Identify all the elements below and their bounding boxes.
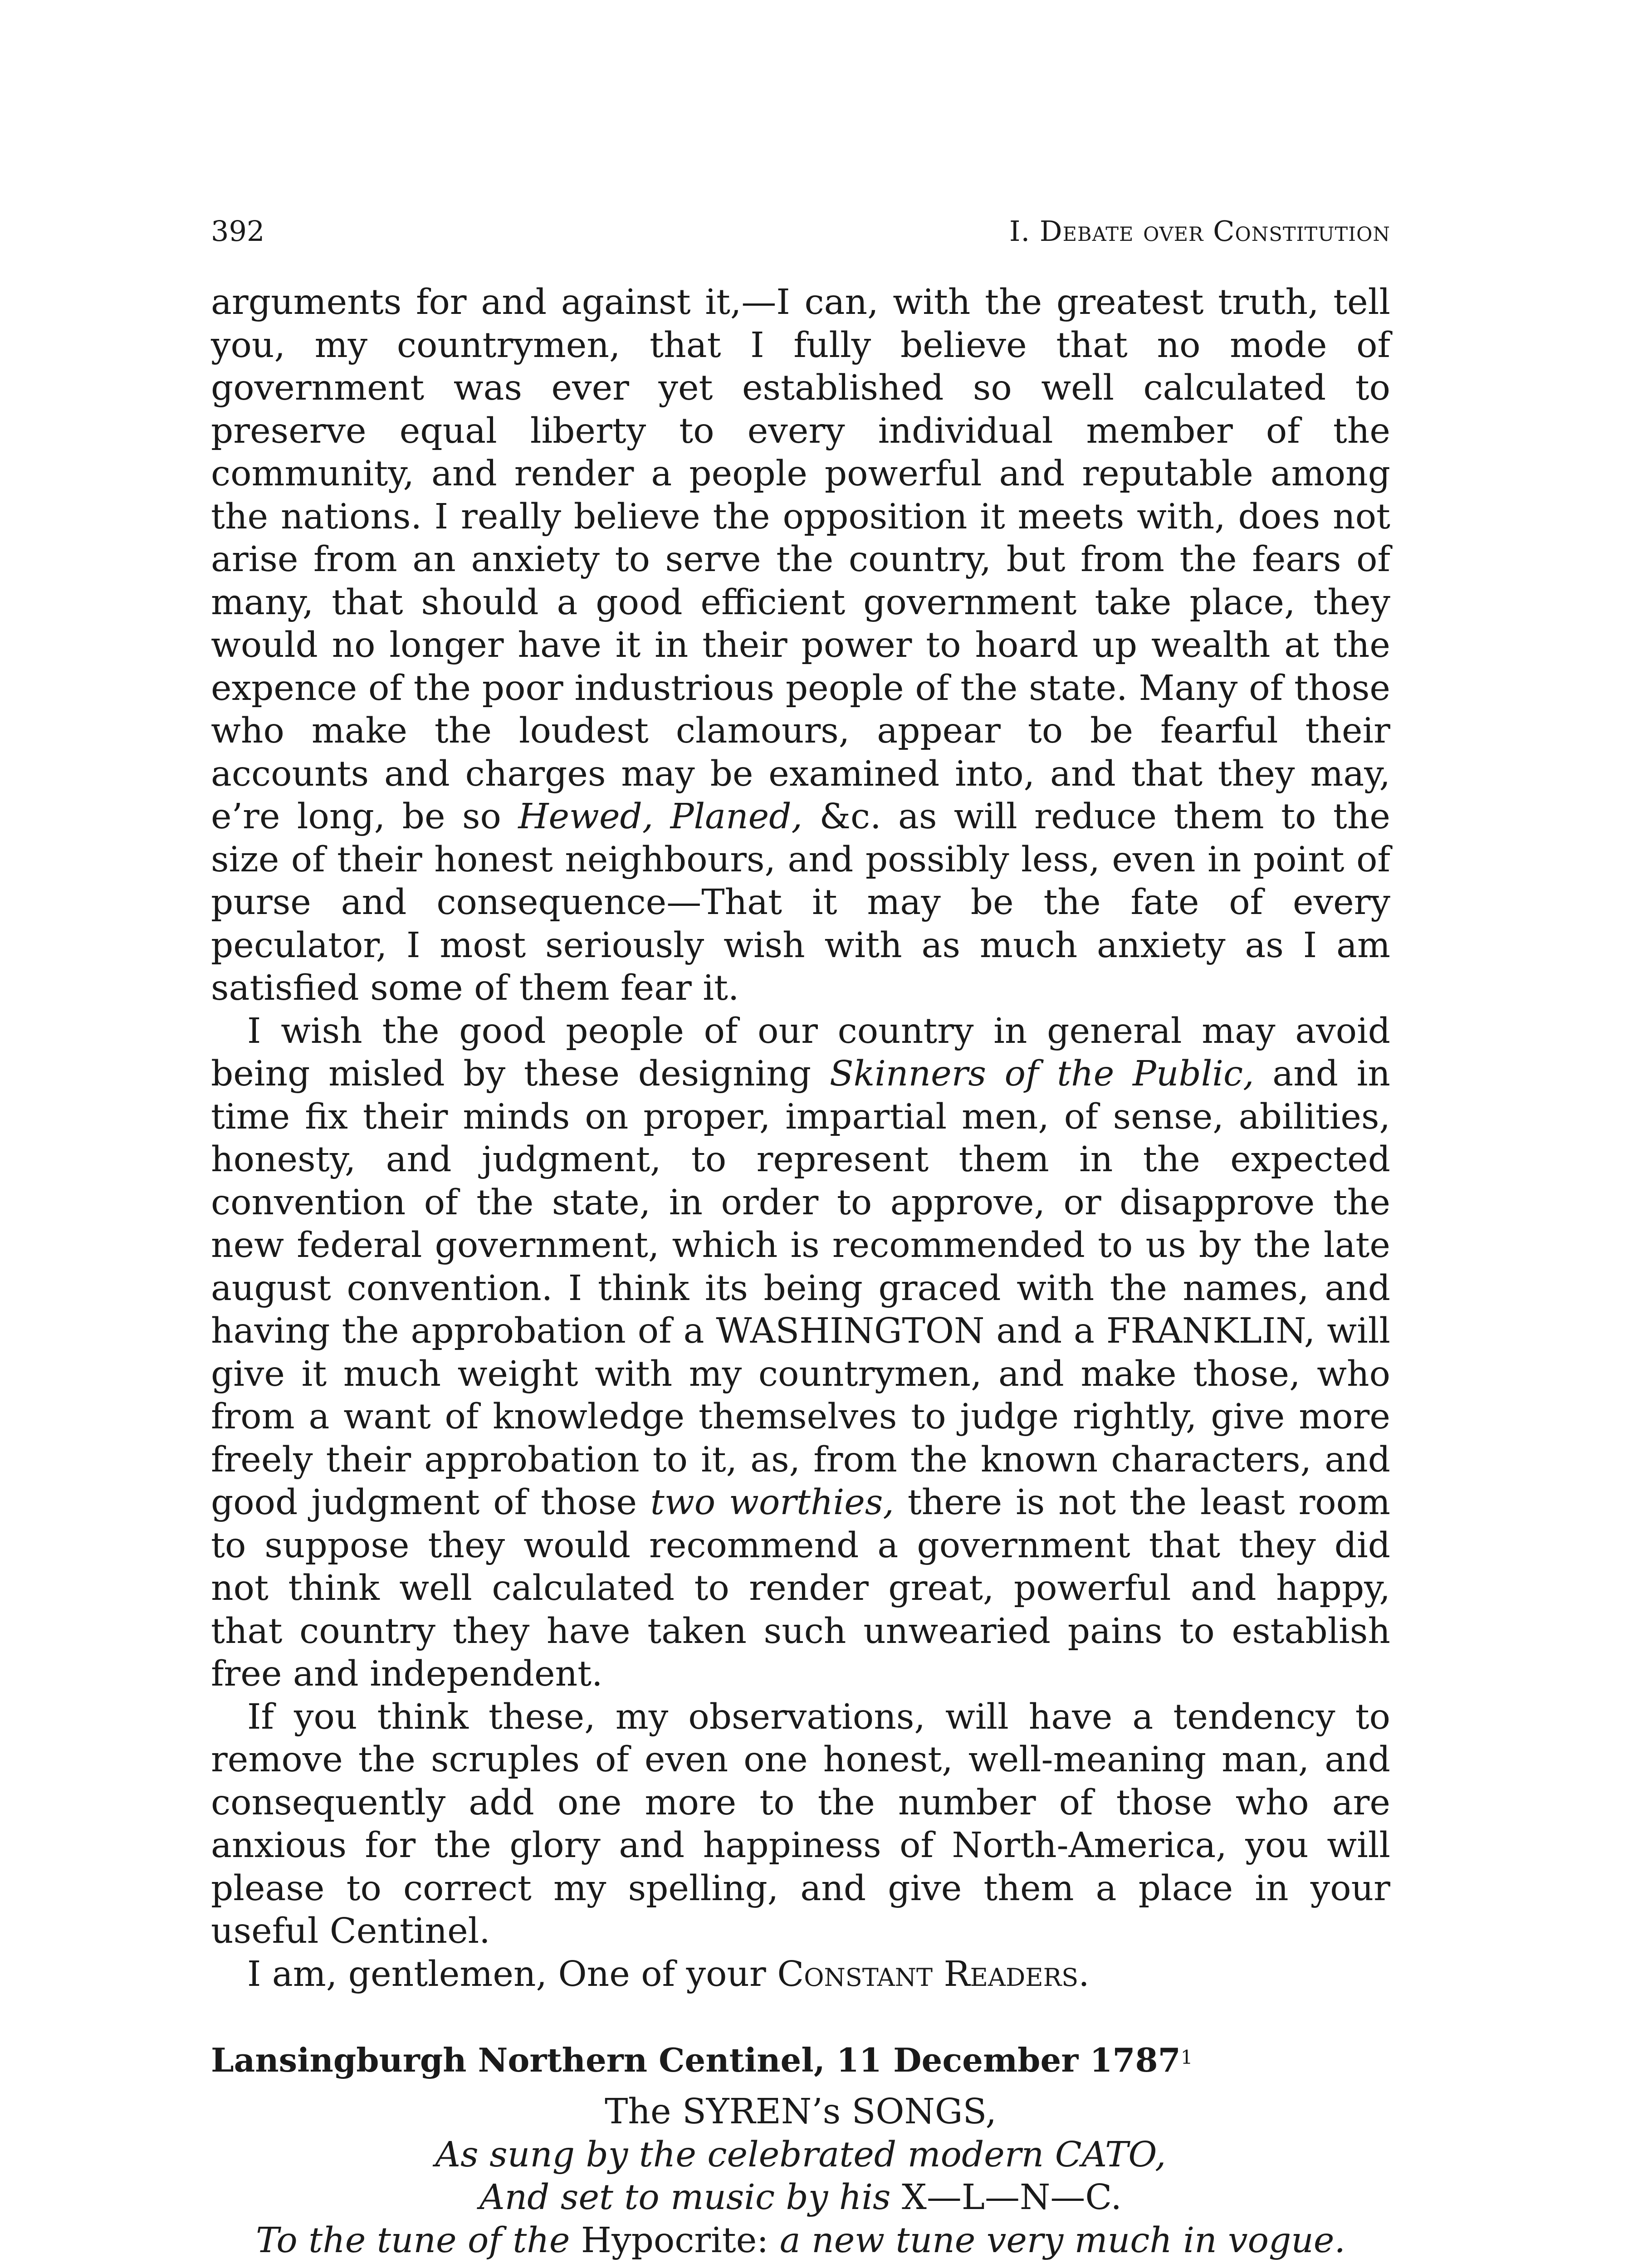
section-heading-text: Lansingburgh Northern Centinel, 11 December 1787 [211, 2041, 1181, 2079]
paragraph-1-text-b: &c. as will reduce them to the size of their honest neighbours, and possibly less, even in point of purse and consequence—That it may be the fate of every peculator, I most seriously wish with as much anxiety as I am satisfied some of them fear it. [211, 797, 1390, 1008]
paragraph-2 [211, 1010, 1390, 1696]
poem-title [211, 2091, 1390, 2134]
paragraph-3: If you think these, my observations, will have a tendency to remove the scruples of even one honest, well-meaning man, and consequently add one more to the number of those who are anxious for the glory and happiness of North-America, you will please to correct my spelling, and give them a place in your useful Centinel. [211, 1696, 1390, 1951]
page-number: 392 [211, 215, 265, 248]
poem-subtitle-2-roman: X—L—N—C. [890, 2177, 1122, 2218]
poem-subtitle-2-italic: And set to music by his [479, 2177, 891, 2218]
signature: Constant Readers. [777, 1954, 1090, 1994]
paragraph-1-text-a: arguments for and against it,—I can, with the greatest truth, tell you, my countrymen, that I fully believe that no mode of government was ever yet established so well calculated to preserve equal liberty to every individual member of the community, and render a people powerful and reputable among the nations. I really believe the opposition it meets with, does not arise from an anxiety to serve the country, but from the fears of many, that should a good efficient government take place, they would no longer have it in their power to hoard up wealth at the expence of the poor industrious people of the state. Many of those who make the loudest clamours, appear to be fearful their accounts and charges may be examined into, and that they may, e’re long, be so [211, 282, 1390, 837]
tune-line-italic-2: a new tune very much in vogue. [779, 2220, 1345, 2261]
poem-subtitle-1-text: As sung by the celebrated modern CATO, [435, 2134, 1166, 2175]
paragraph-2-text-a: I wish the good people of our country in general may avoid being misled by these designing [211, 1011, 1390, 1094]
tune-line-roman: Hypocrite: [570, 2220, 780, 2261]
footnote-mark: 1 [1180, 2046, 1193, 2068]
book-page [211, 213, 1390, 2262]
paragraph-4 [211, 1953, 1390, 1996]
poem-header [211, 2091, 1390, 2262]
poem-subtitle-1 [211, 2134, 1390, 2177]
closing-text: I am, gentlemen, One of your [247, 1954, 777, 1994]
section-heading [211, 2039, 1390, 2082]
running-head [211, 213, 1390, 249]
running-title: I. Debate over Constitution [1009, 215, 1390, 248]
poem-title-text: The SYREN’s SONGS, [605, 2092, 997, 2132]
tune-line-italic-1: To the tune of the [256, 2220, 570, 2261]
paragraph-1 [211, 281, 1390, 1010]
paragraph-2-text-c: there is not the least room to suppose they would recommend a government that they did not think well calculated to render great, powerful and happy, that country they have taken such unwearied pains to establish free and independent. [211, 1482, 1390, 1694]
paragraph-1-italic: Hewed, Planed, [518, 797, 802, 837]
body-text [211, 281, 1390, 1996]
poem-subtitle-2 [211, 2176, 1390, 2219]
paragraph-2-text-b: and in time fix their minds on proper, impartial men, of sense, abilities, honesty, and judgment, to represent them in the expected convention of the state, in order to approve, or disapprove the new federal government, which is recommended to us by the late august convention. I think its being graced with the names, and having the approbation of a WASHINGTON and a FRANKLIN, will give it much weight with my countrymen, and make those, who from a want of knowledge themselves to judge rightly, give more freely their approbation to it, as, from the known characters, and good judgment of those [211, 1054, 1390, 1523]
poem-tune-line [211, 2219, 1390, 2263]
paragraph-2-italic-2: two worthies, [650, 1482, 894, 1523]
paragraph-2-italic-1: Skinners of the Public, [829, 1054, 1254, 1094]
